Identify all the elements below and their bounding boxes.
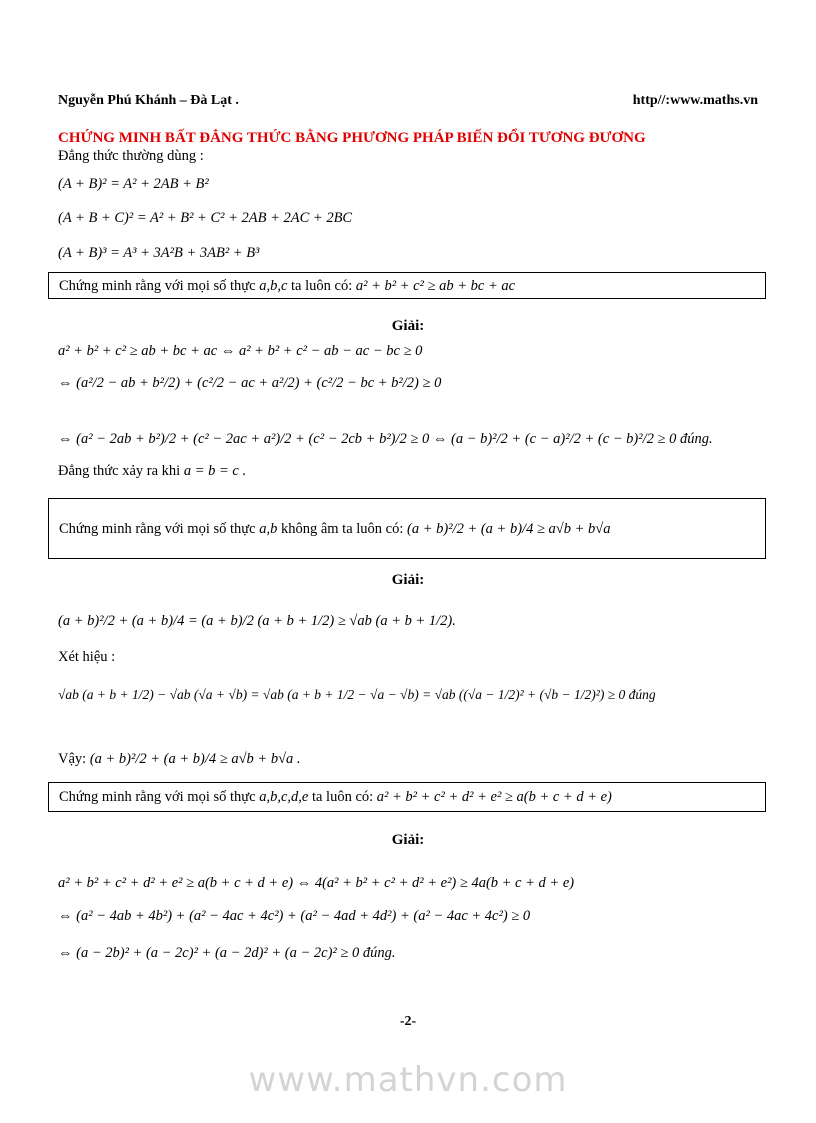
identity-2: (A + B + C)² = A² + B² + C² + 2AB + 2AC + 2BC xyxy=(58,210,353,226)
problem-2-inequality: (a + b)²/2 + (a + b)/4 ≥ a√b + b√a xyxy=(407,521,611,537)
solution-1-line-3: ⇔ (a² − 2ab + b²)/2 + (c² − 2ac + a²)/2 + (c² − 2cb + b²)/2 ≥ 0 ⇔ (a − b)²/2 + (c − a)²/2 + (c − b)²/2 ≥ 0 đúng. xyxy=(58,431,713,447)
solution-1-label: Giải: xyxy=(391,318,425,334)
problem-2-box xyxy=(48,498,766,559)
solution-1-line-2: ⇔ (a²/2 − ab + b²/2) + (c²/2 − ac + a²/2) + (c²/2 − bc + b²/2) ≥ 0 xyxy=(58,375,442,391)
problem-1-text: Chứng minh rằng với mọi số thực xyxy=(59,278,256,294)
problem-2-text: Chứng minh rằng với mọi số thực xyxy=(59,521,256,537)
problem-3-text: Chứng minh rằng với mọi số thực xyxy=(59,789,256,805)
solution-1-line-1: a² + b² + c² ≥ ab + bc + ac ⇔ a² + b² + c² − ab − ac − bc ≥ 0 xyxy=(58,343,423,359)
problem-1-vars: a,b,c xyxy=(259,278,288,294)
document-title: CHỨNG MINH BẤT ĐẲNG THỨC BẰNG PHƯƠNG PHÁP BIẾN ĐỔI TƯƠNG ĐƯƠNG xyxy=(58,130,646,146)
problem-3-box xyxy=(48,782,766,812)
solution-3-label: Giải: xyxy=(391,832,425,848)
page-number: -2- xyxy=(399,1014,417,1029)
problem-1-box xyxy=(48,272,766,299)
identity-3: (A + B)³ = A³ + 3A²B + 3AB² + B³ xyxy=(58,245,260,261)
solution-2-conclusion xyxy=(58,752,301,767)
identity-1: (A + B)² = A² + 2AB + B² xyxy=(58,176,209,192)
solution-2-xet-hieu: Xét hiệu : xyxy=(58,649,116,665)
intro-text: Đẳng thức thường dùng : xyxy=(58,148,204,164)
problem-2-tail: không âm ta luôn có: xyxy=(280,521,404,537)
solution-3-line-2: ⇔ (a² − 4ab + 4b²) + (a² − 4ac + 4c²) + (a² − 4ad + 4d²) + (a² − 4ac + 4c²) ≥ 0 xyxy=(58,908,531,924)
problem-1-inequality: a² + b² + c² ≥ ab + bc + ac xyxy=(355,278,516,294)
watermark: www.mathvn.com xyxy=(248,1060,568,1100)
problem-2-vars: a,b xyxy=(259,521,278,537)
solution-2-line-1: (a + b)²/2 + (a + b)/4 = (a + b)/2 (a + b + 1/2) ≥ √ab (a + b + 1/2). xyxy=(58,613,456,629)
problem-3-inequality: a² + b² + c² + d² + e² ≥ a(b + c + d + e) xyxy=(376,789,612,805)
problem-3-vars: a,b,c,d,e xyxy=(259,789,309,805)
problem-1-tail: ta luôn có: xyxy=(291,278,353,294)
conclusion-label: Vậy: xyxy=(58,751,87,767)
conclusion-inequality: (a + b)²/2 + (a + b)/4 ≥ a√b + b√a . xyxy=(89,751,301,767)
equality-case: a = b = c . xyxy=(183,463,247,479)
solution-1-equality-case xyxy=(58,464,246,479)
website[interactable]: http//:www.maths.vn xyxy=(632,93,758,108)
solution-3-line-1: a² + b² + c² + d² + e² ≥ a(b + c + d + e) ⇔ 4(a² + b² + c² + d² + e²) ≥ 4a(b + c + d + e) xyxy=(58,875,575,891)
page-header xyxy=(58,93,758,113)
problem-3-tail: ta luôn có: xyxy=(311,789,374,805)
solution-2-label: Giải: xyxy=(391,572,425,588)
solution-3-line-3: ⇔ (a − 2b)² + (a − 2c)² + (a − 2d)² + (a − 2c)² ≥ 0 đúng. xyxy=(58,945,396,961)
solution-2-line-2: √ab (a + b + 1/2) − √ab (√a + √b) = √ab (a + b + 1/2 − √a − √b) = √ab ((√a − 1/2)² + (√b − 1/2)²) ≥ 0 đúng xyxy=(58,687,656,702)
equality-case-text: Đẳng thức xảy ra khi xyxy=(58,463,181,479)
author: Nguyễn Phú Khánh – Đà Lạt . xyxy=(58,93,239,108)
